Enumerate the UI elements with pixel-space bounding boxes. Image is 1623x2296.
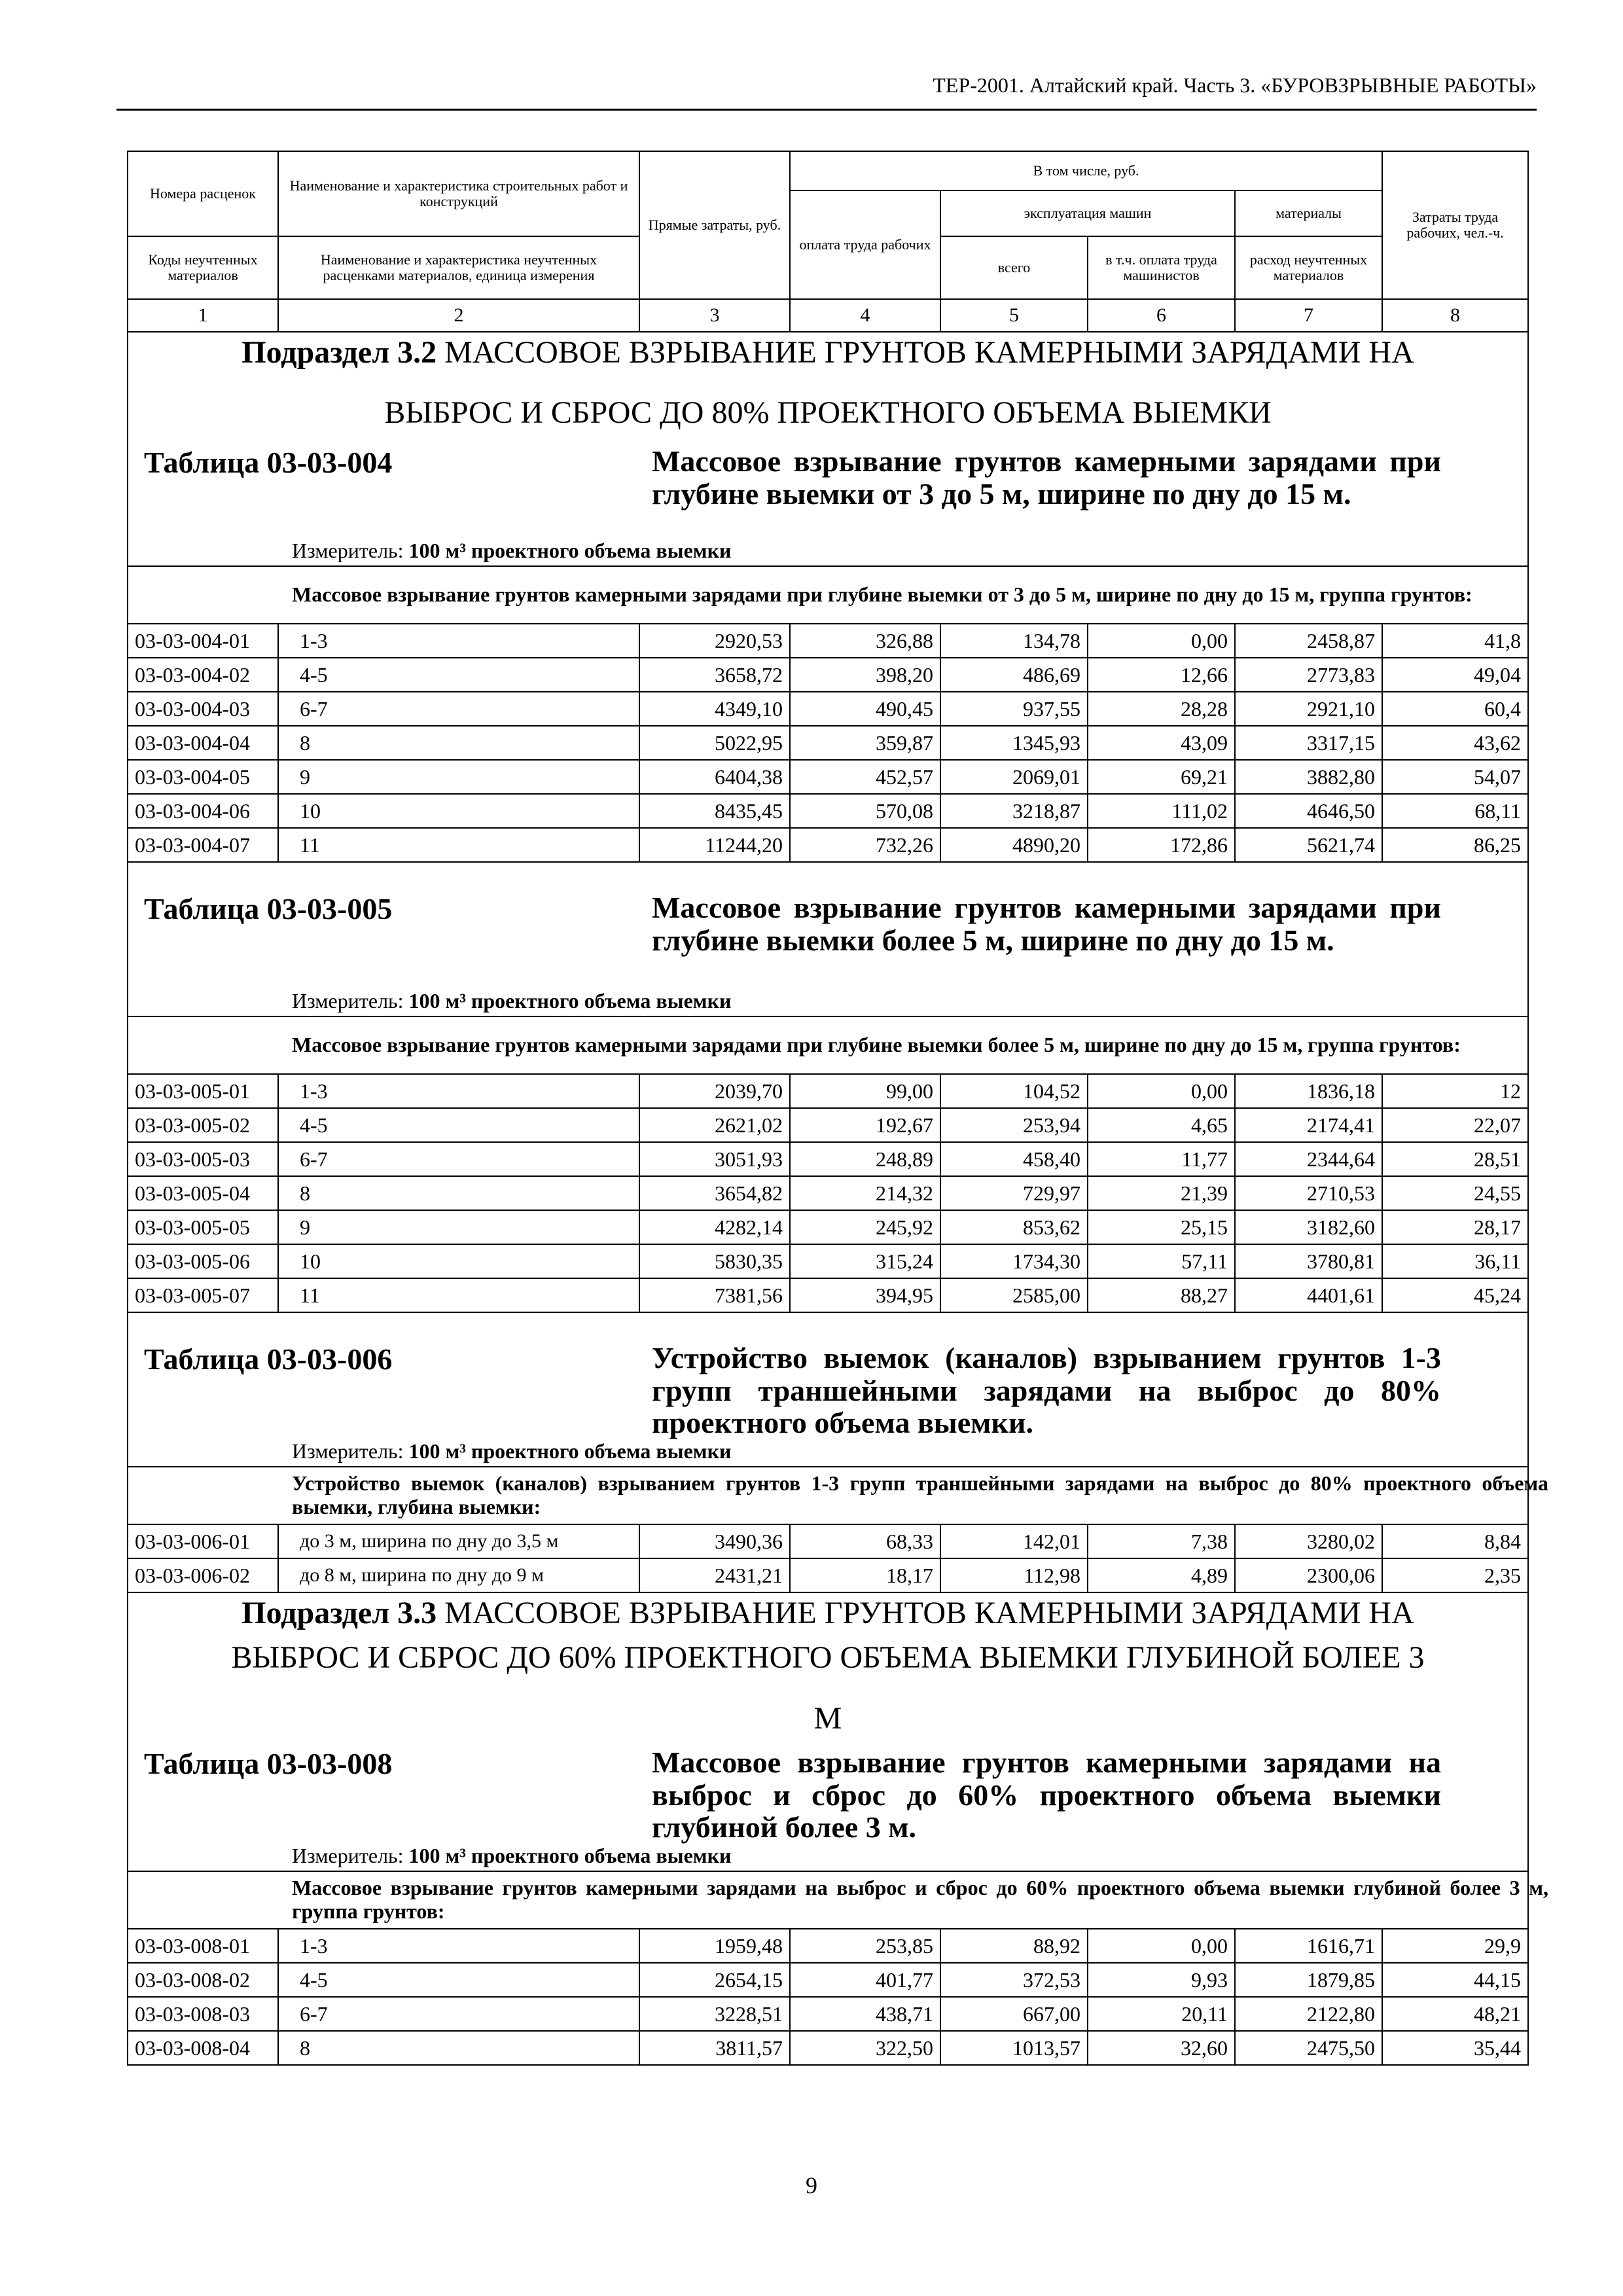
- machinist-pay: 4,65: [1088, 1108, 1235, 1142]
- labor-pay: 68,33: [790, 1524, 940, 1558]
- table-intro-row: [128, 1016, 1528, 1074]
- table-heading: [128, 1312, 1528, 1467]
- soil-group: 11: [278, 1278, 639, 1312]
- table-row: [128, 1142, 1528, 1176]
- table-description: Массовое взрывание грунтов камерными зарядами на выброс и сброс до 60% проектного объема выемки глубиной более 3 м.: [652, 1746, 1441, 1844]
- labor-hours: 54,07: [1382, 760, 1528, 794]
- table-row: [128, 1524, 1528, 1558]
- labor-pay: 570,08: [790, 794, 940, 828]
- soil-group: до 3 м, ширина по дну до 3,5 м: [278, 1524, 639, 1558]
- direct-costs: 3654,82: [639, 1176, 790, 1210]
- column-number: 5: [940, 299, 1088, 332]
- page-number: 9: [806, 2172, 817, 2198]
- table-row: [128, 658, 1528, 692]
- column-number: 7: [1235, 299, 1382, 332]
- machinist-pay: 88,27: [1088, 1278, 1235, 1312]
- section-row: [128, 1592, 1528, 1741]
- section-title-line2: ВЫБРОС И СБРОС ДО 60% ПРОЕКТНОГО ОБЪЕМА ВЫЕМКИ ГЛУБИНОЙ БОЛЕЕ 3: [231, 1640, 1425, 1676]
- machines-total: 134,78: [940, 624, 1088, 658]
- table-intro: [128, 566, 1528, 624]
- materials-use: 3182,60: [1235, 1210, 1382, 1244]
- table-heading-wrap: [128, 437, 1527, 565]
- machinist-pay: 21,39: [1088, 1176, 1235, 1210]
- direct-costs: 2654,15: [639, 1963, 790, 1997]
- machines-total: 2069,01: [940, 760, 1088, 794]
- soil-group: 8: [278, 1176, 639, 1210]
- soil-group: 9: [278, 1210, 639, 1244]
- unit-value: 100 м³ проектного объема выемки: [408, 989, 732, 1013]
- table-row: [128, 1176, 1528, 1210]
- table-row: [128, 828, 1528, 862]
- labor-hours: 12: [1382, 1074, 1528, 1108]
- table-heading-wrap: [128, 1313, 1527, 1466]
- table-row: [128, 726, 1528, 760]
- section-title-line: [135, 332, 1521, 373]
- col2-bottom: Наименование и характеристика неучтенных расценками материалов, единица измерения: [278, 236, 639, 299]
- labor-pay: 326,88: [790, 624, 940, 658]
- column-number: 6: [1088, 299, 1235, 332]
- machinist-pay: 4,89: [1088, 1558, 1235, 1592]
- materials-use: 2458,87: [1235, 624, 1382, 658]
- machines-total: 2585,00: [940, 1278, 1088, 1312]
- materials-use: 2710,53: [1235, 1176, 1382, 1210]
- table-heading-row: [128, 437, 1528, 566]
- direct-costs: 5022,95: [639, 726, 790, 760]
- materials-use: 1836,18: [1235, 1074, 1382, 1108]
- table-description: Массовое взрывание грунтов камерными зарядами при глубине выемки более 5 м, ширине по дну до 15 м.: [652, 891, 1441, 957]
- table-intro-text: Массовое взрывание грунтов камерными зарядами при глубине выемки более 5 м, ширине по дну до 15 м, группа грунтов:: [292, 1033, 1461, 1057]
- labor-pay: 245,92: [790, 1210, 940, 1244]
- labor-pay: 398,20: [790, 658, 940, 692]
- direct-costs: 1959,48: [639, 1929, 790, 1963]
- labor-pay: 192,67: [790, 1108, 940, 1142]
- labor-hours: 60,4: [1382, 692, 1528, 726]
- section-title-line3: М: [813, 1700, 842, 1736]
- section-number: Подраздел 3.2: [241, 335, 437, 370]
- machines-total: 853,62: [940, 1210, 1088, 1244]
- unit-label: Измеритель:: [292, 539, 404, 562]
- machines-total: 1345,93: [940, 726, 1088, 760]
- machinist-pay: 28,28: [1088, 692, 1235, 726]
- table-row: [128, 1963, 1528, 1997]
- group-incl: В том числе, руб.: [790, 151, 1382, 190]
- labor-pay: 315,24: [790, 1244, 940, 1278]
- unit-label: Измеритель:: [292, 989, 404, 1013]
- direct-costs: 2431,21: [639, 1558, 790, 1592]
- machines-total: 4890,20: [940, 828, 1088, 862]
- direct-costs: 8435,45: [639, 794, 790, 828]
- machinist-pay: 11,77: [1088, 1142, 1235, 1176]
- soil-group: 8: [278, 726, 639, 760]
- table-row: [128, 1278, 1528, 1312]
- direct-costs: 7381,56: [639, 1278, 790, 1312]
- section-title: [128, 1592, 1528, 1741]
- materials-use: 2174,41: [1235, 1108, 1382, 1142]
- col7: расход неучтенных материалов: [1235, 236, 1382, 299]
- direct-costs: 2039,70: [639, 1074, 790, 1108]
- machinist-pay: 111,02: [1088, 794, 1235, 828]
- table-heading: [128, 437, 1528, 566]
- table-heading-wrap: [128, 1741, 1527, 1871]
- labor-hours: 29,9: [1382, 1929, 1528, 1963]
- running-header: [116, 62, 1537, 111]
- table-heading-row: [128, 1312, 1528, 1467]
- machinist-pay: 12,66: [1088, 658, 1235, 692]
- materials-use: 5621,74: [1235, 828, 1382, 862]
- labor-hours: 22,07: [1382, 1108, 1528, 1142]
- col3: Прямые затраты, руб.: [639, 151, 790, 299]
- machines-total: 88,92: [940, 1929, 1088, 1963]
- labor-pay: 253,85: [790, 1929, 940, 1963]
- column-number: 1: [128, 299, 278, 332]
- rate-code: 03-03-005-01: [128, 1074, 278, 1108]
- labor-hours: 44,15: [1382, 1963, 1528, 1997]
- labor-hours: 45,24: [1382, 1278, 1528, 1312]
- group-materials: материалы: [1235, 190, 1382, 236]
- soil-group: до 8 м, ширина по дну до 9 м: [278, 1558, 639, 1592]
- labor-pay: 394,95: [790, 1278, 940, 1312]
- direct-costs: 6404,38: [639, 760, 790, 794]
- direct-costs: 3228,51: [639, 1997, 790, 2031]
- machinist-pay: 9,93: [1088, 1963, 1235, 1997]
- section-title-line2: ВЫБРОС И СБРОС ДО 80% ПРОЕКТНОГО ОБЪЕМА ВЫЕМКИ: [384, 395, 1272, 431]
- table-unit: [292, 1844, 731, 1868]
- header-title: ТЕР-2001. Алтайский край. Часть 3. «БУРОВЗРЫВНЫЕ РАБОТЫ»: [933, 73, 1537, 97]
- column-number: 2: [278, 299, 639, 332]
- table-intro-text: Устройство выемок (каналов) взрыванием грунтов 1-3 групп траншейными зарядами на выброс до 80% проектного объема выемки, глубина выемки:: [292, 1471, 1548, 1518]
- col4: оплата труда рабочих: [790, 190, 940, 299]
- table-id: Таблица 03-03-005: [144, 892, 393, 925]
- table-intro: [128, 1467, 1548, 1524]
- machines-total: 486,69: [940, 658, 1088, 692]
- table-heading-row: [128, 862, 1528, 1016]
- machines-total: 3218,87: [940, 794, 1088, 828]
- table-id: Таблица 03-03-004: [144, 446, 393, 479]
- col1-bottom: Коды неучтенных материалов: [128, 236, 278, 299]
- labor-pay: 452,57: [790, 760, 940, 794]
- labor-pay: 732,26: [790, 828, 940, 862]
- column-numbers-row: [128, 299, 1528, 332]
- column-number: 4: [790, 299, 940, 332]
- table-heading: [128, 1741, 1528, 1871]
- soil-group: 10: [278, 1244, 639, 1278]
- rate-code: 03-03-004-02: [128, 658, 278, 692]
- labor-pay: 490,45: [790, 692, 940, 726]
- table-intro-row: [128, 1467, 1528, 1524]
- labor-hours: 48,21: [1382, 1997, 1528, 2031]
- rate-code: 03-03-006-02: [128, 1558, 278, 1592]
- direct-costs: 3658,72: [639, 658, 790, 692]
- soil-group: 6-7: [278, 1997, 639, 2031]
- labor-hours: 36,11: [1382, 1244, 1528, 1278]
- rate-code: 03-03-008-04: [128, 2031, 278, 2065]
- table-intro-text: Массовое взрывание грунтов камерными зарядами при глубине выемки от 3 до 5 м, ширине по дну до 15 м, группа грунтов:: [292, 583, 1472, 607]
- table-heading-row: [128, 1741, 1528, 1871]
- labor-pay: 401,77: [790, 1963, 940, 1997]
- labor-pay: 18,17: [790, 1558, 940, 1592]
- materials-use: 1879,85: [1235, 1963, 1382, 1997]
- section-number: Подраздел 3.3: [241, 1596, 437, 1630]
- machines-total: 458,40: [940, 1142, 1088, 1176]
- machinist-pay: 32,60: [1088, 2031, 1235, 2065]
- table-intro-row: [128, 566, 1528, 624]
- materials-use: 1616,71: [1235, 1929, 1382, 1963]
- materials-use: 4401,61: [1235, 1278, 1382, 1312]
- section-title: [128, 332, 1528, 437]
- machines-total: 937,55: [940, 692, 1088, 726]
- soil-group: 4-5: [278, 658, 639, 692]
- labor-pay: 214,32: [790, 1176, 940, 1210]
- materials-use: 2475,50: [1235, 2031, 1382, 2065]
- section-title-text: МАССОВОЕ ВЗРЫВАНИЕ ГРУНТОВ КАМЕРНЫМИ ЗАРЯДАМИ НА: [444, 335, 1414, 370]
- materials-use: 3317,15: [1235, 726, 1382, 760]
- soil-group: 8: [278, 2031, 639, 2065]
- table-row: [128, 1074, 1528, 1108]
- materials-use: 2344,64: [1235, 1142, 1382, 1176]
- table-heading: [128, 862, 1528, 1016]
- rate-code: 03-03-004-04: [128, 726, 278, 760]
- table-row: [128, 1108, 1528, 1142]
- soil-group: 6-7: [278, 692, 639, 726]
- rate-code: 03-03-004-01: [128, 624, 278, 658]
- rate-code: 03-03-008-01: [128, 1929, 278, 1963]
- machinist-pay: 43,09: [1088, 726, 1235, 760]
- labor-hours: 35,44: [1382, 2031, 1528, 2065]
- rate-code: 03-03-005-06: [128, 1244, 278, 1278]
- labor-hours: 28,51: [1382, 1142, 1528, 1176]
- labor-pay: 438,71: [790, 1997, 940, 2031]
- table-row: [128, 624, 1528, 658]
- table-description: Устройство выемок (каналов) взрыванием грунтов 1-3 групп траншейными зарядами на выброс до 80% проектного объема выемки.: [652, 1341, 1441, 1440]
- labor-pay: 248,89: [790, 1142, 940, 1176]
- labor-hours: 68,11: [1382, 794, 1528, 828]
- col2-top: Наименование и характеристика строительных работ и конструкций: [278, 151, 639, 236]
- direct-costs: 4282,14: [639, 1210, 790, 1244]
- rates-table: [127, 151, 1548, 2066]
- direct-costs: 3490,36: [639, 1524, 790, 1558]
- rate-code: 03-03-006-01: [128, 1524, 278, 1558]
- table-unit: [292, 989, 731, 1013]
- labor-hours: 28,17: [1382, 1210, 1528, 1244]
- table-row: [128, 1929, 1528, 1963]
- materials-use: 3882,80: [1235, 760, 1382, 794]
- direct-costs: 3811,57: [639, 2031, 790, 2065]
- machinist-pay: 172,86: [1088, 828, 1235, 862]
- table-row: [128, 1210, 1528, 1244]
- machinist-pay: 0,00: [1088, 1074, 1235, 1108]
- machines-total: 104,52: [940, 1074, 1088, 1108]
- machines-total: 729,97: [940, 1176, 1088, 1210]
- col5: всего: [940, 236, 1088, 299]
- table-unit: [292, 1439, 731, 1463]
- rate-code: 03-03-005-03: [128, 1142, 278, 1176]
- table-unit: [292, 539, 731, 563]
- unit-value: 100 м³ проектного объема выемки: [408, 1844, 732, 1867]
- machinist-pay: 69,21: [1088, 760, 1235, 794]
- labor-pay: 99,00: [790, 1074, 940, 1108]
- table-row: [128, 692, 1528, 726]
- machinist-pay: 25,15: [1088, 1210, 1235, 1244]
- rate-code: 03-03-004-06: [128, 794, 278, 828]
- column-number: 8: [1382, 299, 1528, 332]
- machinist-pay: 0,00: [1088, 1929, 1235, 1963]
- col6: в т.ч. оплата труда машинистов: [1088, 236, 1235, 299]
- rate-code: 03-03-004-07: [128, 828, 278, 862]
- rate-code: 03-03-005-02: [128, 1108, 278, 1142]
- labor-hours: 8,84: [1382, 1524, 1528, 1558]
- direct-costs: 5830,35: [639, 1244, 790, 1278]
- table-id: Таблица 03-03-006: [144, 1342, 393, 1376]
- table-row: [128, 1997, 1528, 2031]
- rate-code: 03-03-008-02: [128, 1963, 278, 1997]
- soil-group: 4-5: [278, 1963, 639, 1997]
- table-row: [128, 1244, 1528, 1278]
- col1-top: Номера расценок: [128, 151, 278, 236]
- direct-costs: 3051,93: [639, 1142, 790, 1176]
- rate-code: 03-03-005-05: [128, 1210, 278, 1244]
- unit-value: 100 м³ проектного объема выемки: [408, 539, 732, 562]
- direct-costs: 2920,53: [639, 624, 790, 658]
- machinist-pay: 0,00: [1088, 624, 1235, 658]
- table-intro-text: Массовое взрывание грунтов камерными зарядами на выброс и сброс до 60% проектного объема выемки глубиной более 3 м, группа грунтов:: [292, 1876, 1548, 1923]
- direct-costs: 4349,10: [639, 692, 790, 726]
- labor-hours: 86,25: [1382, 828, 1528, 862]
- machines-total: 667,00: [940, 1997, 1088, 2031]
- table-row: [128, 1558, 1528, 1592]
- column-number: 3: [639, 299, 790, 332]
- machinist-pay: 7,38: [1088, 1524, 1235, 1558]
- table-intro: [128, 1016, 1528, 1074]
- materials-use: 2300,06: [1235, 1558, 1382, 1592]
- soil-group: 10: [278, 794, 639, 828]
- labor-hours: 2,35: [1382, 1558, 1528, 1592]
- materials-use: 4646,50: [1235, 794, 1382, 828]
- soil-group: 4-5: [278, 1108, 639, 1142]
- labor-hours: 41,8: [1382, 624, 1528, 658]
- col8: Затраты труда рабочих, чел.-ч.: [1382, 151, 1528, 299]
- machines-total: 372,53: [940, 1963, 1088, 1997]
- machines-total: 142,01: [940, 1524, 1088, 1558]
- unit-value: 100 м³ проектного объема выемки: [408, 1439, 732, 1463]
- table-heading-wrap: [128, 863, 1527, 1016]
- soil-group: 9: [278, 760, 639, 794]
- soil-group: 6-7: [278, 1142, 639, 1176]
- rate-code: 03-03-008-03: [128, 1997, 278, 2031]
- rate-code: 03-03-004-05: [128, 760, 278, 794]
- table-id: Таблица 03-03-008: [144, 1747, 393, 1780]
- machines-total: 1013,57: [940, 2031, 1088, 2065]
- section-title-line: [135, 1593, 1521, 1634]
- labor-pay: 322,50: [790, 2031, 940, 2065]
- materials-use: 2122,80: [1235, 1997, 1382, 2031]
- rate-code: 03-03-004-03: [128, 692, 278, 726]
- rate-code: 03-03-005-07: [128, 1278, 278, 1312]
- unit-label: Измеритель:: [292, 1439, 404, 1463]
- materials-use: 2921,10: [1235, 692, 1382, 726]
- table-intro: [128, 1871, 1548, 1929]
- materials-use: 3780,81: [1235, 1244, 1382, 1278]
- table-row: [128, 794, 1528, 828]
- labor-hours: 49,04: [1382, 658, 1528, 692]
- materials-use: 3280,02: [1235, 1524, 1382, 1558]
- section-title-text: МАССОВОЕ ВЗРЫВАНИЕ ГРУНТОВ КАМЕРНЫМИ ЗАРЯДАМИ НА: [444, 1596, 1414, 1630]
- soil-group: 1-3: [278, 1074, 639, 1108]
- table-intro-row: [128, 1871, 1528, 1929]
- unit-label: Измеритель:: [292, 1844, 404, 1867]
- table-description: Массовое взрывание грунтов камерными зарядами при глубине выемки от 3 до 5 м, ширине по дну до 15 м.: [652, 444, 1441, 511]
- materials-use: 2773,83: [1235, 658, 1382, 692]
- labor-hours: 24,55: [1382, 1176, 1528, 1210]
- labor-pay: 359,87: [790, 726, 940, 760]
- machinist-pay: 57,11: [1088, 1244, 1235, 1278]
- soil-group: 11: [278, 828, 639, 862]
- machinist-pay: 20,11: [1088, 1997, 1235, 2031]
- machines-total: 112,98: [940, 1558, 1088, 1592]
- soil-group: 1-3: [278, 1929, 639, 1963]
- soil-group: 1-3: [278, 624, 639, 658]
- table-row: [128, 760, 1528, 794]
- machines-total: 253,94: [940, 1108, 1088, 1142]
- machines-total: 1734,30: [940, 1244, 1088, 1278]
- rate-code: 03-03-005-04: [128, 1176, 278, 1210]
- table-row: [128, 2031, 1528, 2065]
- direct-costs: 2621,02: [639, 1108, 790, 1142]
- direct-costs: 11244,20: [639, 828, 790, 862]
- labor-hours: 43,62: [1382, 726, 1528, 760]
- group-machines: эксплуатация машин: [940, 190, 1235, 236]
- section-row: [128, 332, 1528, 437]
